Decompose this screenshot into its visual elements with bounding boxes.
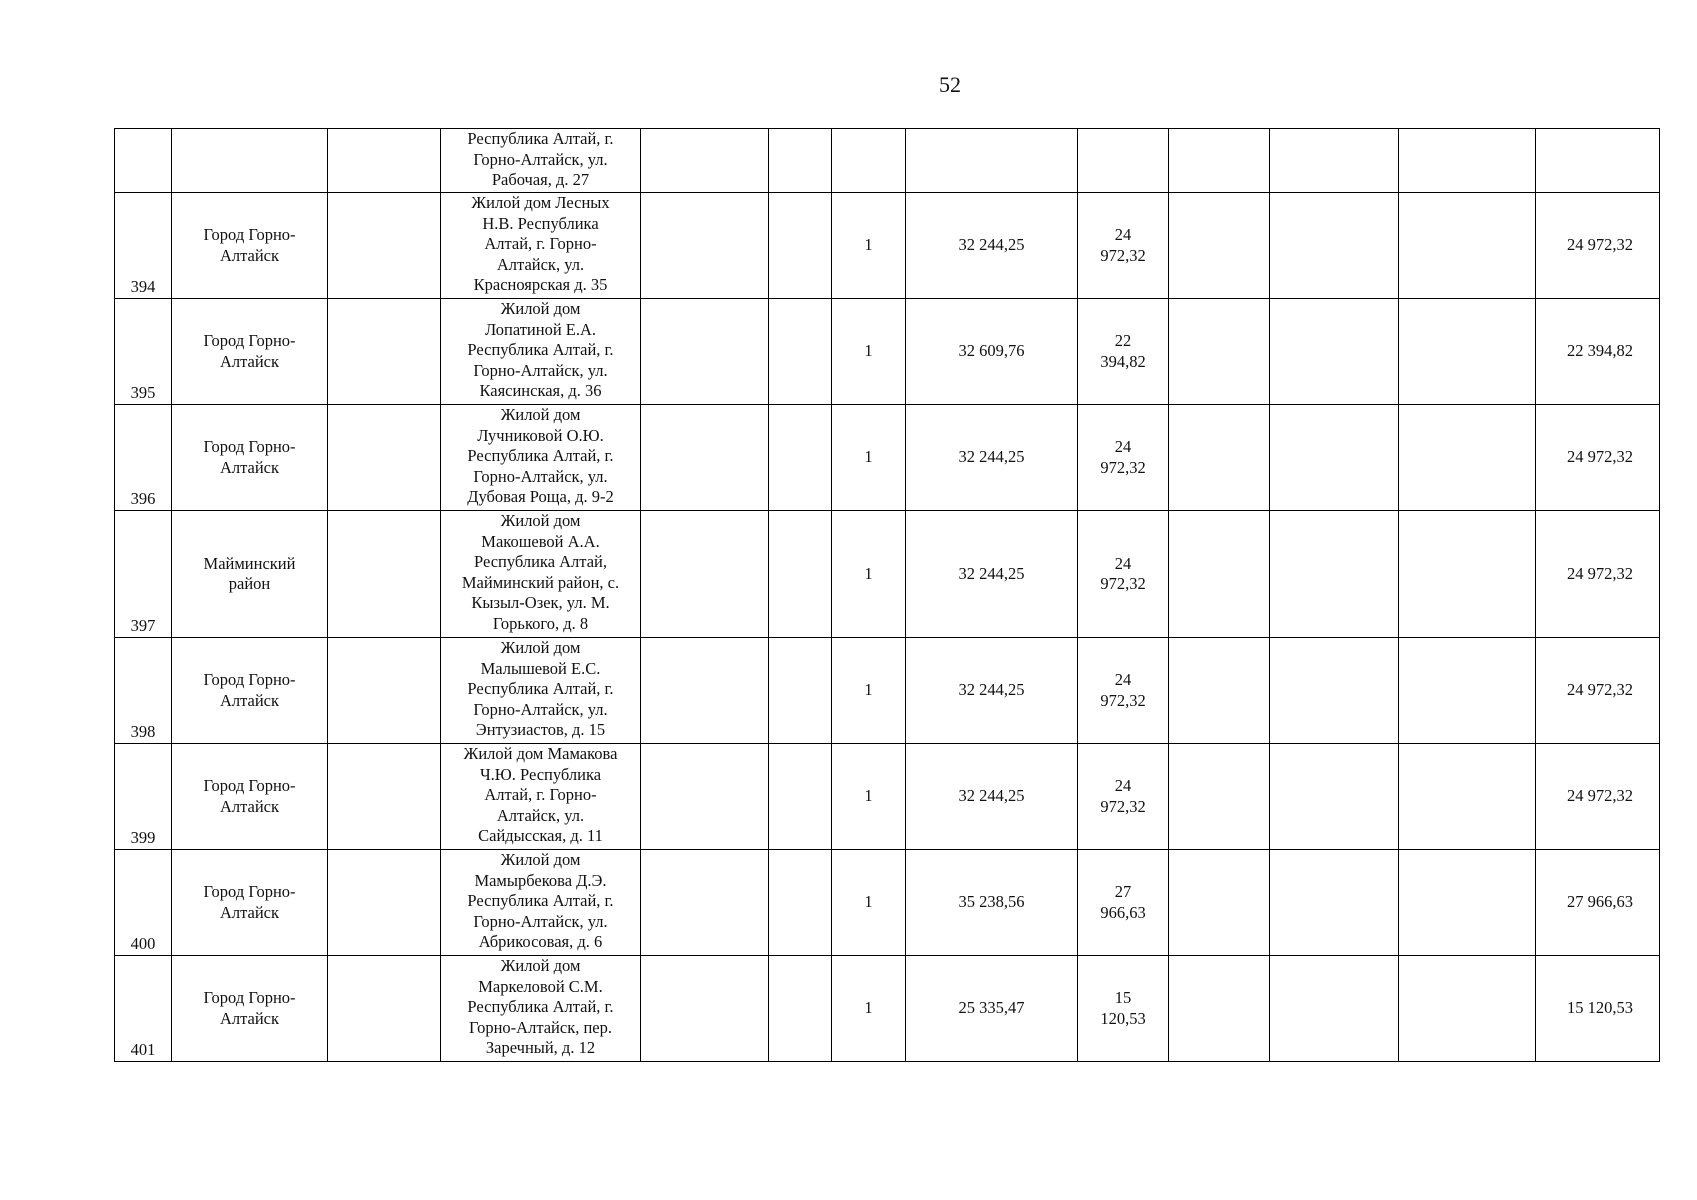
- cell-amount-split: 24 972,32: [1078, 405, 1169, 511]
- cell-amount-split: 24 972,32: [1078, 193, 1169, 299]
- table-body: [115, 129, 1660, 1062]
- cell-empty: [1399, 850, 1536, 956]
- cell-empty: [1169, 638, 1270, 744]
- cell-empty: [1270, 638, 1399, 744]
- cell-empty: [641, 511, 769, 638]
- cell-empty: [769, 129, 832, 193]
- cell-row-number: 394: [115, 193, 172, 299]
- cell-amount-split: 24 972,32: [1078, 511, 1169, 638]
- cell-amount: 32 609,76: [906, 299, 1078, 405]
- cell-row-number: 400: [115, 850, 172, 956]
- cell-empty: [1169, 299, 1270, 405]
- cell-quantity: 1: [832, 193, 906, 299]
- cell-empty: [328, 850, 441, 956]
- cell-empty: [769, 956, 832, 1062]
- cell-address: Жилой дом Лопатиной Е.А. Республика Алтай, г. Горно-Алтайск, ул. Каясинская, д. 36: [441, 299, 641, 405]
- cell-empty: [641, 405, 769, 511]
- cell-amount: 32 244,25: [906, 511, 1078, 638]
- cell-address: Жилой дом Лесных Н.В. Республика Алтай, г. Горно- Алтайск, ул. Красноярская д. 35: [441, 193, 641, 299]
- table-row: [115, 299, 1660, 405]
- cell-address: Жилой дом Мамакова Ч.Ю. Республика Алтай, г. Горно- Алтайск, ул. Сайдысская, д. 11: [441, 744, 641, 850]
- cell-row-number: 399: [115, 744, 172, 850]
- cell-amount: 35 238,56: [906, 850, 1078, 956]
- cell-quantity: 1: [832, 638, 906, 744]
- cell-amount-split: 27 966,63: [1078, 850, 1169, 956]
- cell-address: Жилой дом Лучниковой О.Ю. Республика Алтай, г. Горно-Алтайск, ул. Дубовая Роща, д. 9-2: [441, 405, 641, 511]
- table-row: [115, 744, 1660, 850]
- cell-empty: [769, 511, 832, 638]
- cell-municipality: Город Горно- Алтайск: [172, 744, 328, 850]
- cell-empty: [1270, 193, 1399, 299]
- cell-empty: [1270, 299, 1399, 405]
- cell-address: Жилой дом Мамырбекова Д.Э. Республика Алтай, г. Горно-Алтайск, ул. Абрикосовая, д. 6: [441, 850, 641, 956]
- cell-address: Жилой дом Малышевой Е.С. Республика Алтай, г. Горно-Алтайск, ул. Энтузиастов, д. 15: [441, 638, 641, 744]
- cell-row-number: 401: [115, 956, 172, 1062]
- cell-amount-split: 22 394,82: [1078, 299, 1169, 405]
- cell-municipality: Майминский район: [172, 511, 328, 638]
- cell-amount: 25 335,47: [906, 956, 1078, 1062]
- cell-empty: [769, 299, 832, 405]
- cell-empty: [1270, 850, 1399, 956]
- cell-empty: [1169, 511, 1270, 638]
- cell-empty: [769, 638, 832, 744]
- cell-total: 24 972,32: [1536, 638, 1660, 744]
- cell-empty: [1169, 129, 1270, 193]
- cell-quantity: 1: [832, 850, 906, 956]
- cell-total: 15 120,53: [1536, 956, 1660, 1062]
- cell-quantity: 1: [832, 511, 906, 638]
- cell-empty: [1169, 956, 1270, 1062]
- cell-row-number: 397: [115, 511, 172, 638]
- cell-amount: 32 244,25: [906, 744, 1078, 850]
- cell-total: 22 394,82: [1536, 299, 1660, 405]
- cell-municipality: Город Горно- Алтайск: [172, 193, 328, 299]
- cell-empty: [641, 744, 769, 850]
- cell-amount-split: 15 120,53: [1078, 956, 1169, 1062]
- cell-quantity: 1: [832, 956, 906, 1062]
- cell-empty: [328, 405, 441, 511]
- cell-empty: [769, 850, 832, 956]
- cell-municipality: Город Горно- Алтайск: [172, 850, 328, 956]
- cell-empty: [328, 511, 441, 638]
- cell-address: Жилой дом Макошевой А.А. Республика Алтай, Майминский район, с. Кызыл-Озек, ул. М. Горького, д. 8: [441, 511, 641, 638]
- cell-empty: [328, 744, 441, 850]
- table-row: [115, 638, 1660, 744]
- cell-address: Жилой дом Маркеловой С.М. Республика Алтай, г. Горно-Алтайск, пер. Заречный, д. 12: [441, 956, 641, 1062]
- cell-empty: [1270, 405, 1399, 511]
- cell-empty: [1169, 850, 1270, 956]
- cell-total: 24 972,32: [1536, 511, 1660, 638]
- cell-empty: [641, 193, 769, 299]
- cell-row-number: [115, 129, 172, 193]
- cell-empty: [641, 850, 769, 956]
- table-row: [115, 511, 1660, 638]
- table-row: [115, 850, 1660, 956]
- cell-amount: 32 244,25: [906, 405, 1078, 511]
- cell-empty: [1169, 744, 1270, 850]
- cell-empty: [641, 129, 769, 193]
- cell-empty: [1270, 744, 1399, 850]
- cell-row-number: 398: [115, 638, 172, 744]
- cell-empty: [641, 956, 769, 1062]
- cell-empty: [1270, 129, 1399, 193]
- cell-quantity: 1: [832, 405, 906, 511]
- cell-empty: [1399, 638, 1536, 744]
- cell-empty: [641, 299, 769, 405]
- table-row: [115, 129, 1660, 193]
- cell-empty: [1399, 129, 1536, 193]
- cell-amount: [906, 129, 1078, 193]
- cell-amount: 32 244,25: [906, 638, 1078, 744]
- cell-quantity: 1: [832, 744, 906, 850]
- cell-row-number: 395: [115, 299, 172, 405]
- cell-municipality: Город Горно- Алтайск: [172, 638, 328, 744]
- cell-empty: [641, 638, 769, 744]
- cell-empty: [769, 744, 832, 850]
- cell-empty: [1399, 511, 1536, 638]
- register-table: [114, 128, 1660, 1062]
- cell-total: 24 972,32: [1536, 405, 1660, 511]
- cell-empty: [1169, 405, 1270, 511]
- cell-amount: 32 244,25: [906, 193, 1078, 299]
- cell-municipality: [172, 129, 328, 193]
- cell-empty: [328, 638, 441, 744]
- table-row: [115, 956, 1660, 1062]
- cell-empty: [1169, 193, 1270, 299]
- cell-quantity: 1: [832, 299, 906, 405]
- table-row: [115, 193, 1660, 299]
- cell-total: 27 966,63: [1536, 850, 1660, 956]
- cell-empty: [1399, 299, 1536, 405]
- cell-municipality: Город Горно- Алтайск: [172, 299, 328, 405]
- cell-municipality: Город Горно- Алтайск: [172, 956, 328, 1062]
- cell-amount-split: 24 972,32: [1078, 638, 1169, 744]
- cell-address: Республика Алтай, г. Горно-Алтайск, ул. Рабочая, д. 27: [441, 129, 641, 193]
- page-number: 52: [939, 72, 961, 97]
- cell-empty: [1399, 956, 1536, 1062]
- cell-total: [1536, 129, 1660, 193]
- cell-empty: [328, 956, 441, 1062]
- cell-empty: [1270, 956, 1399, 1062]
- cell-total: 24 972,32: [1536, 193, 1660, 299]
- cell-empty: [1399, 405, 1536, 511]
- cell-empty: [1270, 511, 1399, 638]
- table-row: [115, 405, 1660, 511]
- cell-empty: [1399, 193, 1536, 299]
- cell-empty: [328, 193, 441, 299]
- cell-municipality: Город Горно- Алтайск: [172, 405, 328, 511]
- cell-empty: [769, 193, 832, 299]
- cell-empty: [328, 299, 441, 405]
- cell-row-number: 396: [115, 405, 172, 511]
- cell-quantity: [832, 129, 906, 193]
- cell-empty: [769, 405, 832, 511]
- cell-amount-split: [1078, 129, 1169, 193]
- cell-empty: [1399, 744, 1536, 850]
- cell-total: 24 972,32: [1536, 744, 1660, 850]
- cell-amount-split: 24 972,32: [1078, 744, 1169, 850]
- cell-empty: [328, 129, 441, 193]
